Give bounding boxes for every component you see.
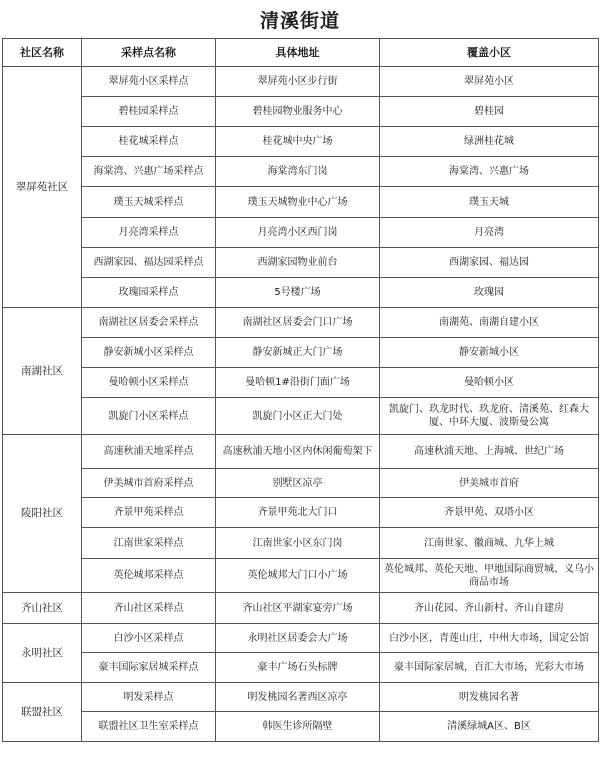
- community-name-cell: 南湖社区: [3, 308, 82, 435]
- address-cell: 曼哈顿1#沿街门面广场: [216, 368, 380, 398]
- community-name-cell: 联盟社区: [3, 683, 82, 742]
- header-coverage: 覆盖小区: [380, 39, 599, 67]
- table-row: [3, 218, 599, 248]
- community-name-cell: 翠屏苑社区: [3, 67, 82, 308]
- address-cell: 翠屏苑小区步行街: [216, 67, 380, 97]
- sampling-point-cell: 明发采样点: [82, 683, 216, 712]
- sampling-points-table: [2, 38, 599, 742]
- coverage-cell: 绿洲桂花城: [380, 127, 599, 157]
- coverage-cell: 明发桃园名著: [380, 683, 599, 712]
- address-cell: 海棠湾东门岗: [216, 157, 380, 187]
- table-row: [3, 368, 599, 398]
- address-cell: 豪丰广场石头标牌: [216, 653, 380, 683]
- sampling-point-cell: 月亮湾采样点: [82, 218, 216, 248]
- coverage-cell: 静安新城小区: [380, 338, 599, 368]
- sampling-point-cell: 联盟社区卫生室采样点: [82, 712, 216, 742]
- sampling-point-cell: 南湖社区居委会采样点: [82, 308, 216, 338]
- coverage-cell: 海棠湾、兴惠广场: [380, 157, 599, 187]
- table-row: [3, 97, 599, 127]
- address-cell: 南湖社区居委会门口广场: [216, 308, 380, 338]
- table-row: [3, 157, 599, 187]
- coverage-cell: 英伦城邦、英伦天地、甲地国际商贸城、义乌小商品市场: [380, 559, 599, 593]
- coverage-cell: 清溪绿城A区、B区: [380, 712, 599, 742]
- coverage-cell: 齐景甲苑、双塔小区: [380, 498, 599, 528]
- table-row: [3, 248, 599, 278]
- sampling-point-cell: 碧桂园采样点: [82, 97, 216, 127]
- coverage-cell: 西湖家园、福达园: [380, 248, 599, 278]
- address-cell: 璞玉天城物业中心广场: [216, 187, 380, 218]
- address-cell: 高速秋浦天地小区内休闲葡萄架下: [216, 435, 380, 469]
- sampling-point-cell: 凯旋门小区采样点: [82, 398, 216, 435]
- sampling-point-cell: 伊美城市首府采样点: [82, 469, 216, 498]
- coverage-cell: 豪丰国际家居城，百汇大市场，光彩大市场: [380, 653, 599, 683]
- coverage-cell: 白沙小区，青莲山庄，中州大市场，国定公馆: [380, 624, 599, 653]
- community-name-cell: 陵阳社区: [3, 435, 82, 593]
- table-row: [3, 398, 599, 435]
- coverage-cell: 南湖苑、南湖自建小区: [380, 308, 599, 338]
- sampling-point-cell: 江南世家采样点: [82, 528, 216, 559]
- coverage-cell: 月亮湾: [380, 218, 599, 248]
- address-cell: 桂花城中央广场: [216, 127, 380, 157]
- sampling-point-cell: 玫瑰园采样点: [82, 278, 216, 308]
- table-row: [3, 127, 599, 157]
- document-title: 清溪街道: [259, 9, 340, 32]
- header-address: 具体地址: [216, 39, 380, 67]
- sampling-point-cell: 静安新城小区采样点: [82, 338, 216, 368]
- sampling-point-cell: 英伦城邦采样点: [82, 559, 216, 593]
- table-row: [3, 469, 599, 498]
- header-sampling-point: 采样点名称: [82, 39, 216, 67]
- table-row: [3, 308, 599, 338]
- table-row: [3, 624, 599, 653]
- address-cell: 韩医生诊所隔壁: [216, 712, 380, 742]
- sampling-point-cell: 高速秋浦天地采样点: [82, 435, 216, 469]
- table-body: [3, 67, 599, 742]
- table-row: [3, 683, 599, 712]
- address-cell: 别墅区凉亭: [216, 469, 380, 498]
- table-row: [3, 67, 599, 97]
- community-name-cell: 齐山社区: [3, 593, 82, 624]
- table-row: [3, 528, 599, 559]
- sampling-point-cell: 齐景甲苑采样点: [82, 498, 216, 528]
- coverage-cell: 凯旋门、玖龙时代、玖龙府、清溪苑、红森大厦、中环大厦、波斯曼公寓: [380, 398, 599, 435]
- coverage-cell: 伊美城市首府: [380, 469, 599, 498]
- table-row: [3, 435, 599, 469]
- address-cell: 静安新城正大门广场: [216, 338, 380, 368]
- coverage-cell: 碧桂园: [380, 97, 599, 127]
- address-cell: 英伦城邦大门口小广场: [216, 559, 380, 593]
- table-row: [3, 498, 599, 528]
- address-cell: 齐山社区平湖家宴旁广场: [216, 593, 380, 624]
- coverage-cell: 高速秋浦天地、上海城、世纪广场: [380, 435, 599, 469]
- table-row: [3, 559, 599, 593]
- sampling-point-cell: 白沙小区采样点: [82, 624, 216, 653]
- table-row: [3, 593, 599, 624]
- sampling-point-cell: 西湖家园、福达园采样点: [82, 248, 216, 278]
- address-cell: 齐景甲苑北大门口: [216, 498, 380, 528]
- table-row: [3, 187, 599, 218]
- address-cell: 明发桃园名著西区凉亭: [216, 683, 380, 712]
- coverage-cell: 江南世家、徽商城、九华上城: [380, 528, 599, 559]
- sampling-point-cell: 桂花城采样点: [82, 127, 216, 157]
- address-cell: 5号楼广场: [216, 278, 380, 308]
- coverage-cell: 齐山花园、齐山新村、齐山自建房: [380, 593, 599, 624]
- community-name-cell: 永明社区: [3, 624, 82, 683]
- coverage-cell: 璞玉天城: [380, 187, 599, 218]
- sampling-point-cell: 璞玉天城采样点: [82, 187, 216, 218]
- address-cell: 西湖家园物业前台: [216, 248, 380, 278]
- coverage-cell: 曼哈顿小区: [380, 368, 599, 398]
- address-cell: 月亮湾小区西门岗: [216, 218, 380, 248]
- sampling-point-cell: 豪丰国际家居城采样点: [82, 653, 216, 683]
- address-cell: 永明社区居委会大广场: [216, 624, 380, 653]
- address-cell: 江南世家小区东门岗: [216, 528, 380, 559]
- table-row: [3, 278, 599, 308]
- coverage-cell: 翠屏苑小区: [380, 67, 599, 97]
- sampling-point-cell: 海棠湾、兴惠广场采样点: [82, 157, 216, 187]
- table-row: [3, 712, 599, 742]
- sampling-point-cell: 曼哈顿小区采样点: [82, 368, 216, 398]
- address-cell: 凯旋门小区正大门处: [216, 398, 380, 435]
- table-header-row: [3, 39, 599, 67]
- header-community: 社区名称: [3, 39, 82, 67]
- sampling-point-cell: 翠屏苑小区采样点: [82, 67, 216, 97]
- address-cell: 碧桂园物业服务中心: [216, 97, 380, 127]
- sampling-point-cell: 齐山社区采样点: [82, 593, 216, 624]
- table-row: [3, 653, 599, 683]
- table-row: [3, 338, 599, 368]
- coverage-cell: 玫瑰园: [380, 278, 599, 308]
